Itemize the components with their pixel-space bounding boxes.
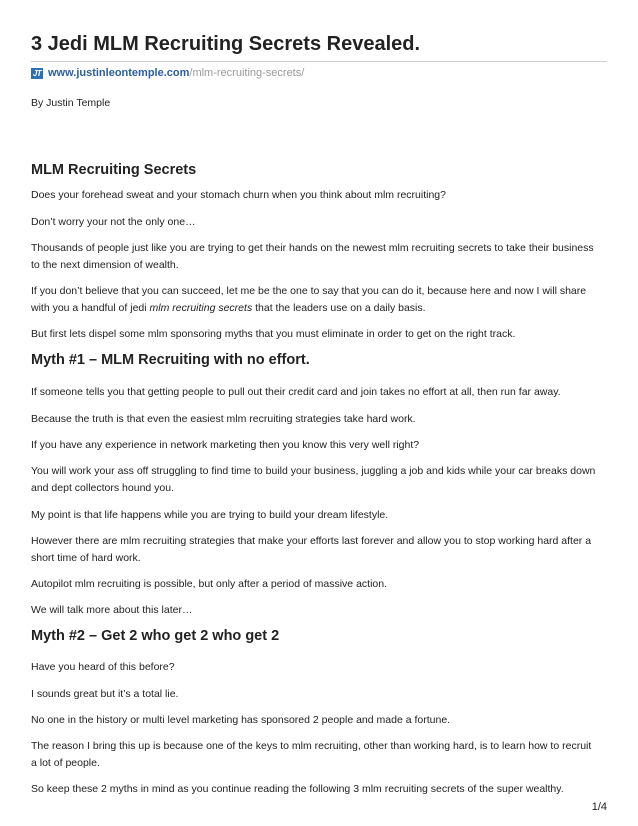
- paragraph: No one in the history or multi level marketing has sponsored 2 people and made a fortune.: [31, 714, 451, 726]
- page-indicator: 1/4: [591, 801, 607, 813]
- paragraph: Does your forehead sweat and your stomach churn when you think about mlm recruiting?: [31, 189, 446, 201]
- site-logo-icon: JT: [32, 68, 42, 78]
- paragraph: You will work your ass off struggling to find time to build your business, juggling a job and kids while your car breaks down and dept collectors hound you.: [31, 465, 596, 494]
- paragraph: Have you heard of this before?: [31, 661, 175, 673]
- paragraph: However there are mlm recruiting strategies that make your efforts last forever and allow you to stop working hard after a short time of hard work.: [31, 535, 592, 564]
- source-url-domain[interactable]: www.justinleontemple.com: [48, 67, 190, 79]
- paragraph: We will talk more about this later…: [31, 604, 193, 616]
- source-line: [31, 66, 304, 80]
- paragraph: Because the truth is that even the easiest mlm recruiting strategies take hard work.: [31, 413, 416, 425]
- paragraph-text: that the leaders use on a daily basis.: [252, 301, 426, 314]
- author-byline: By Justin Temple: [31, 97, 111, 109]
- paragraph: I sounds great but it’s a total lie.: [31, 688, 179, 700]
- source-url-path[interactable]: /mlm-recruiting-secrets/: [189, 67, 305, 79]
- paragraph: If someone tells you that getting people to pull out their credit card and join takes no effort at all, then run far away.: [31, 386, 561, 398]
- section-heading: MLM Recruiting Secrets: [31, 162, 197, 178]
- paragraph: [31, 283, 599, 316]
- paragraph: But first lets dispel some mlm sponsoring myths that you must eliminate in order to get on the right track.: [31, 328, 516, 340]
- section-heading: Myth #2 – Get 2 who get 2 who get 2: [31, 628, 280, 644]
- title-divider: [31, 61, 607, 62]
- section-heading: Myth #1 – MLM Recruiting with no effort.: [31, 352, 310, 368]
- document-title: 3 Jedi MLM Recruiting Secrets Revealed.: [31, 33, 421, 55]
- paragraph-text: If you don’t believe that you can succeed, let me be the one to say that you can do it, because here and now I will share with you a handful of jedi: [31, 285, 587, 314]
- paragraph: My point is that life happens while you are trying to build your dream lifestyle.: [31, 509, 389, 521]
- paragraph: If you have any experience in network marketing then you know this very well right?: [31, 439, 420, 451]
- paragraph: The reason I bring this up is because one of the keys to mlm recruiting, other than working hard, is to learn how to recruit a lot of people.: [31, 740, 592, 769]
- paragraph: Thousands of people just like you are trying to get their hands on the newest mlm recruiting secrets to take their business to the next dimension of wealth.: [31, 242, 594, 271]
- paragraph: Don’t worry your not the only one…: [31, 216, 196, 228]
- paragraph: Autopilot mlm recruiting is possible, but only after a period of massive action.: [31, 578, 388, 590]
- emphasis-text: mlm recruiting secrets: [149, 301, 253, 314]
- paragraph: So keep these 2 myths in mind as you continue reading the following 3 mlm recruiting secrets of the super wealthy.: [31, 783, 564, 795]
